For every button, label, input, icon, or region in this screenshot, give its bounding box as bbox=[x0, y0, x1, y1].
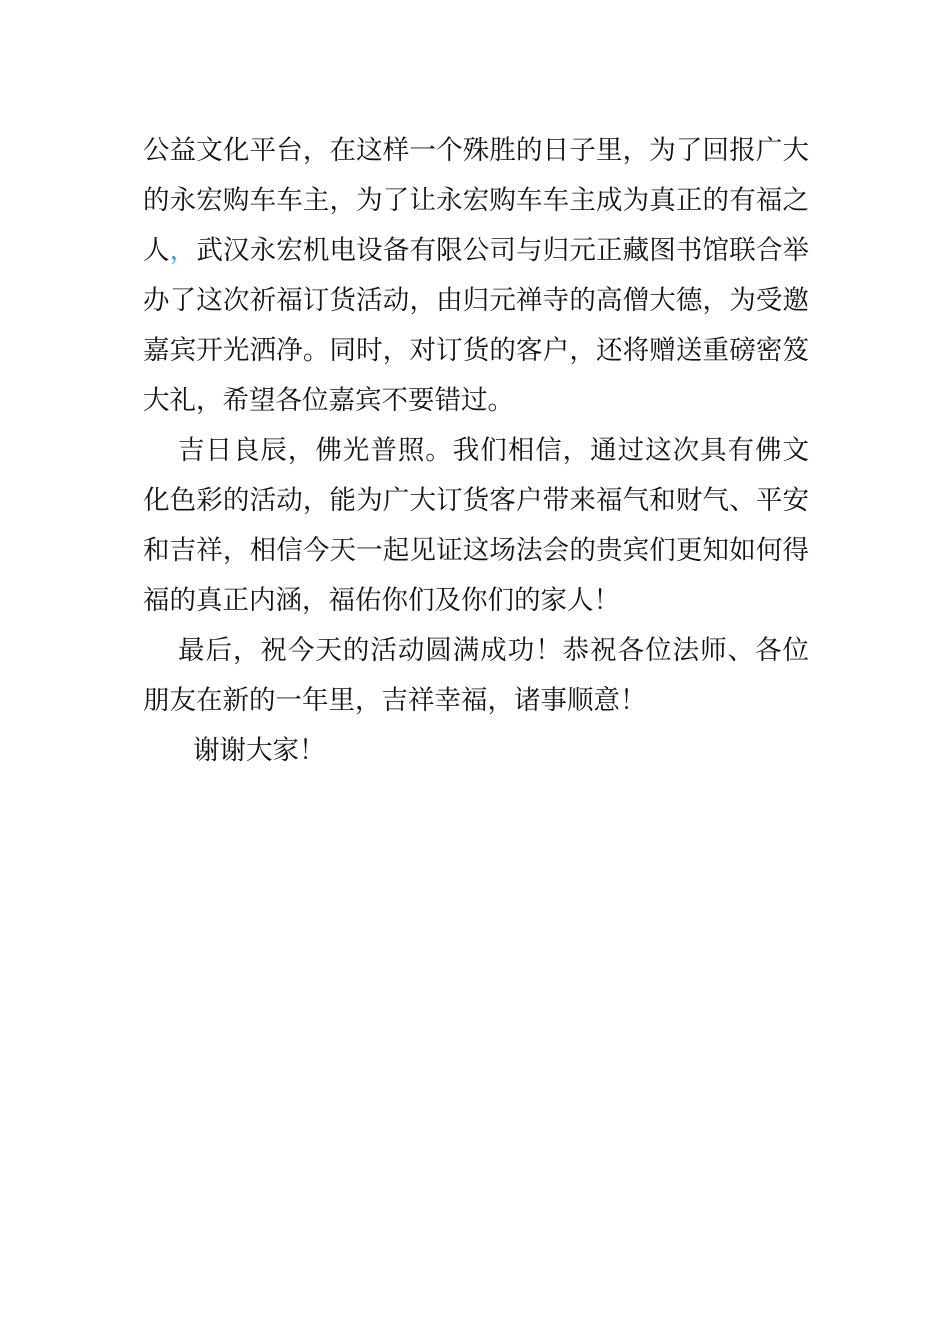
paragraph-1-part-a: 公益文化平台，在这样一个殊胜的日子里，为了回报广大的永宏购车车主，为了让永宏购车车主成为真正的有福之人 bbox=[143, 135, 809, 266]
paragraph-3: 最后，祝今天的活动圆满成功！恭祝各位法师、各位朋友在新的一年里，吉祥幸福，诸事顺意！ bbox=[143, 635, 809, 716]
closing-line: 谢谢大家！ bbox=[193, 735, 326, 766]
paragraph-1 bbox=[143, 126, 809, 426]
paragraph-2: 吉日良辰，佛光普照。我们相信，通过这次具有佛文化色彩的活动，能为广大订货客户带来福气和财气、平安和吉祥，相信今天一起见证这场法会的贵宾们更知如何得福的真正内涵，福佑你们及你们的家人！ bbox=[143, 435, 809, 616]
paragraph-1-accent-comma: ， bbox=[169, 235, 197, 266]
paragraph-1-part-b: 武汉永宏机电设备有限公司与归元正藏图书馆联合举办了这次祈福订货活动，由归元禅寺的高僧大德，为受邀嘉宾开光洒净。同时，对订货的客户，还将赠送重磅密笈大礼，希望各位嘉宾不要错过。 bbox=[143, 235, 810, 416]
document-body bbox=[143, 126, 809, 776]
